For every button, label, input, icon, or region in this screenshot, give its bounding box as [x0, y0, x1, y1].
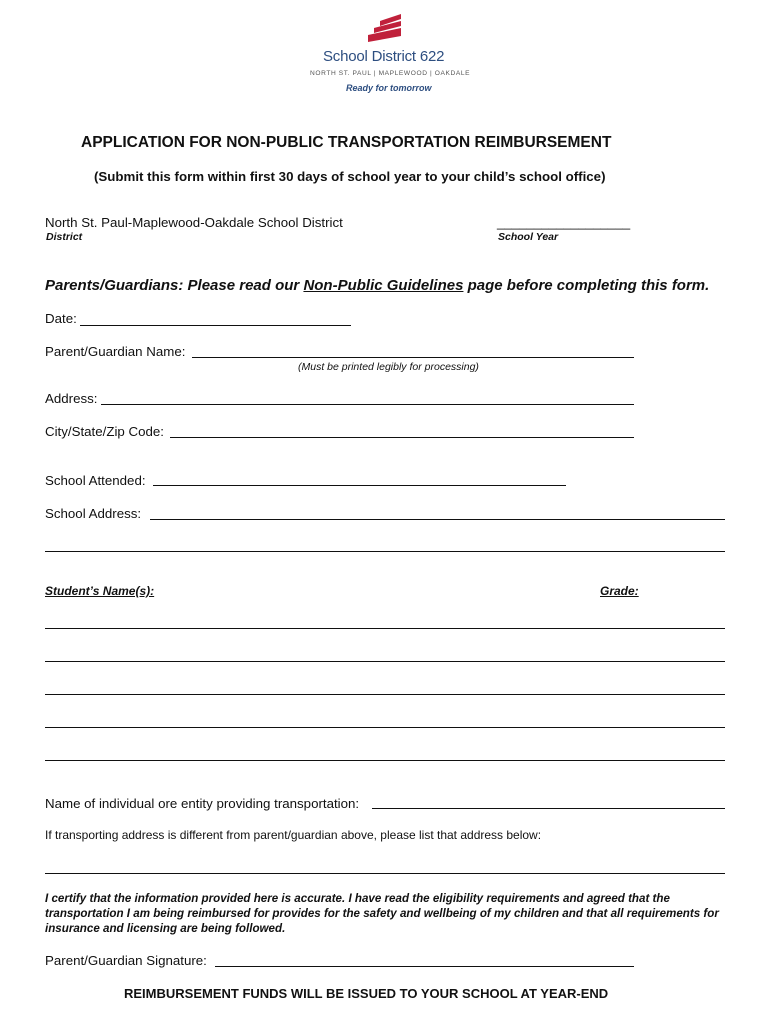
school-address-field-2[interactable]: [45, 551, 725, 552]
student-row-field[interactable]: [45, 727, 725, 728]
school-address-field[interactable]: [150, 519, 725, 520]
different-address-field[interactable]: [45, 873, 725, 874]
school-year-label: School Year: [498, 231, 559, 243]
student-row-field[interactable]: [45, 628, 725, 629]
date-label: Date:: [45, 311, 77, 326]
city-state-zip-label: City/State/Zip Code:: [45, 424, 164, 439]
transport-provider-label: Name of individual ore entity providing transportation:: [45, 796, 360, 811]
school-attended-label: School Attended:: [45, 473, 146, 488]
student-row-field[interactable]: [45, 694, 725, 695]
certification-statement: I certify that the information provided here is accurate. I have read the eligibility requirements and agreed that the transportation I am being reimbursed for provides for the safety and wellbeing of my children and that all requirements for insurance and licensing are being followed.: [45, 892, 719, 935]
page-subtitle: (Submit this form within first 30 days of school year to your child’s school office): [94, 169, 606, 184]
city-state-zip-field[interactable]: [170, 437, 634, 438]
logo-name: School District 622: [323, 48, 445, 65]
school-year-field[interactable]: __________________: [497, 215, 631, 230]
address-label: Address:: [45, 391, 98, 406]
students-grade-label: Grade:: [600, 584, 639, 598]
signature-field[interactable]: [215, 966, 634, 967]
school-address-label: School Address:: [45, 506, 142, 521]
student-row-field[interactable]: [45, 760, 725, 761]
page-title: APPLICATION FOR NON-PUBLIC TRANSPORTATION REIMBURSEMENT: [81, 134, 612, 151]
student-row-field[interactable]: [45, 661, 725, 662]
signature-label: Parent/Guardian Signature:: [45, 953, 207, 968]
logo-cities: NORTH ST. PAUL | MAPLEWOOD | OAKDALE: [310, 70, 471, 77]
district-label: District: [46, 231, 83, 243]
transport-provider-field[interactable]: [372, 808, 725, 809]
district-logo-mark-icon: [368, 14, 404, 44]
date-field[interactable]: [80, 325, 351, 326]
guidelines-notice: Parents/Guardians: Please read our Non-Public Guidelines page before completing this form.: [45, 277, 710, 294]
district-value: North St. Paul-Maplewood-Oakdale School District: [45, 215, 343, 230]
parent-name-note: (Must be printed legibly for processing): [298, 361, 479, 373]
footer-notice: REIMBURSEMENT FUNDS WILL BE ISSUED TO YOUR SCHOOL AT YEAR-END: [124, 986, 609, 1001]
school-attended-field[interactable]: [153, 485, 566, 486]
students-name-label: Student’s Name(s):: [45, 584, 155, 598]
guidelines-link[interactable]: Non-Public Guidelines: [303, 277, 464, 294]
parent-name-field[interactable]: [192, 357, 634, 358]
logo-tagline: Ready for tomorrow: [346, 83, 432, 93]
address-field[interactable]: [101, 404, 634, 405]
different-address-label: If transporting address is different from parent/guardian above, please list that address below:: [45, 828, 542, 842]
parent-name-label: Parent/Guardian Name:: [45, 344, 186, 359]
